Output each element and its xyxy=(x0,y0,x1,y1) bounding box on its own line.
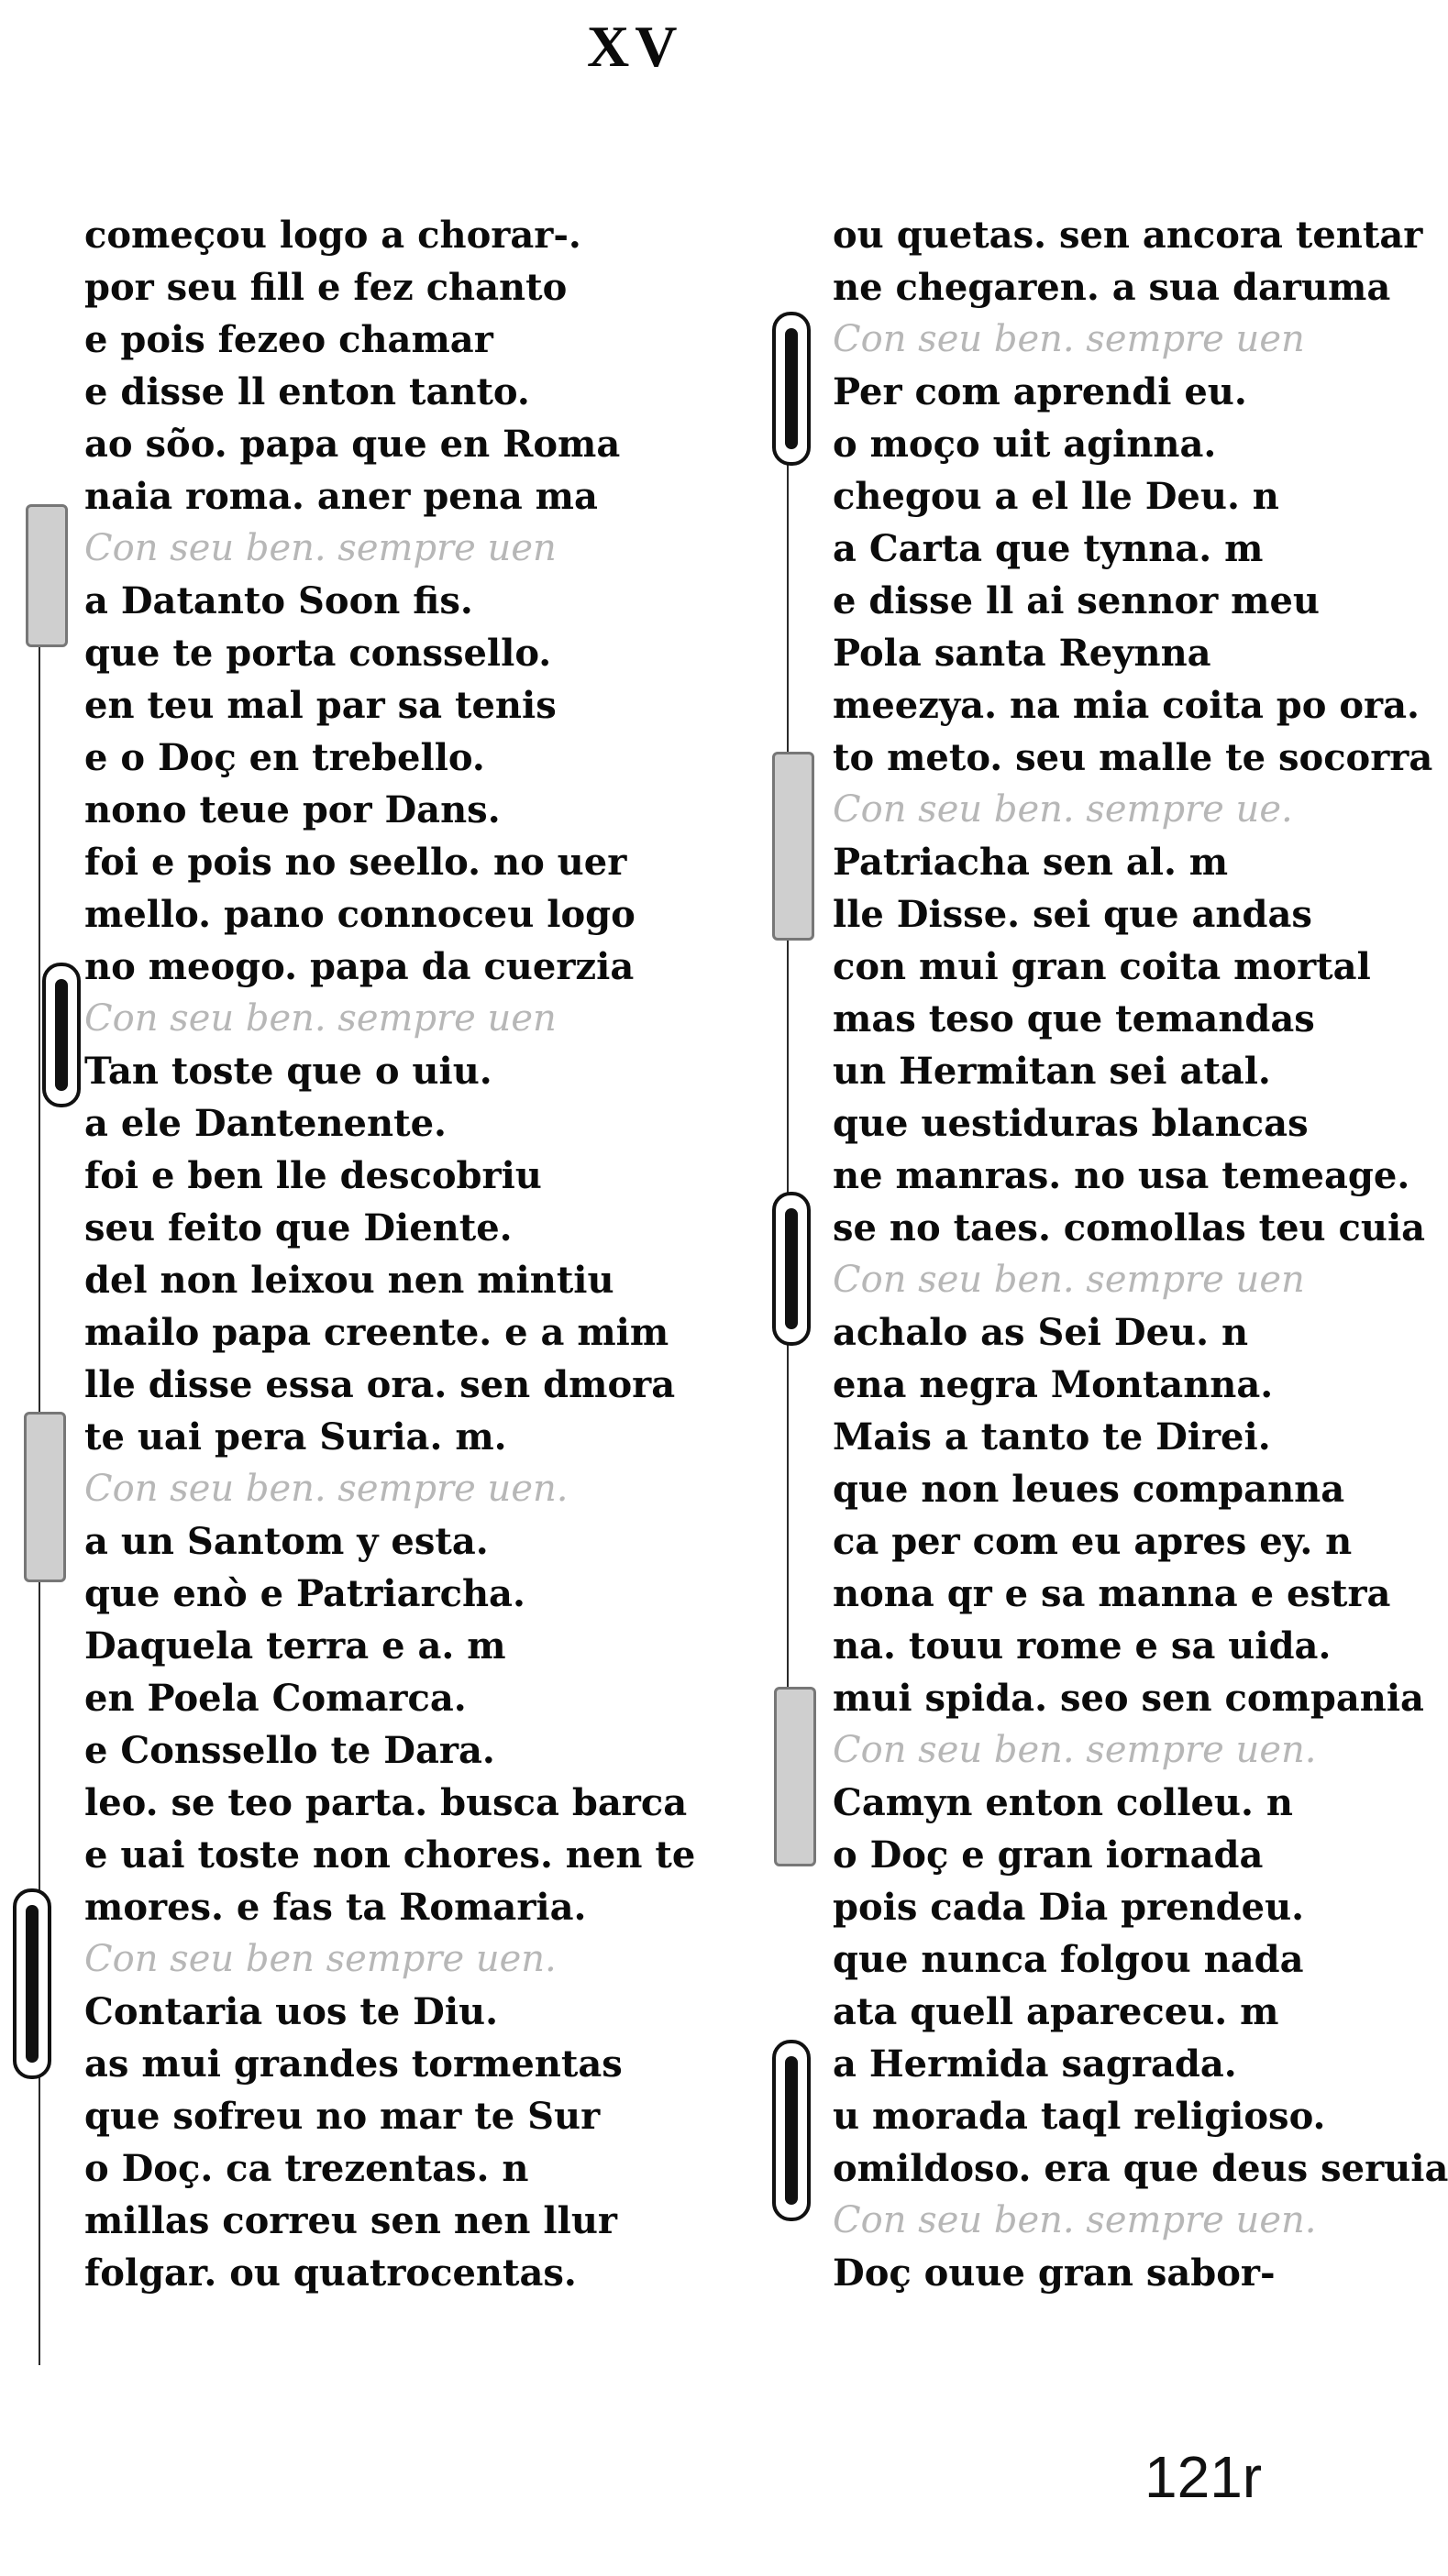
text-line: achalo as Sei Deu. n xyxy=(833,1311,1249,1354)
text-line: chegou a el lle Deu. n xyxy=(833,475,1279,518)
text-line: ena negra Montanna. xyxy=(833,1363,1274,1406)
text-line: o moço uit aginna. xyxy=(833,423,1217,466)
text-line: Pola santa Reynna xyxy=(833,632,1211,675)
right-text-column xyxy=(833,209,1448,2299)
text-line: en Poela Comarca. xyxy=(84,1677,467,1720)
text-line: a ele Dantenente. xyxy=(84,1102,447,1145)
text-line: que non leues companna xyxy=(833,1468,1345,1511)
text-line: mas teso que temandas xyxy=(833,997,1315,1040)
text-line: seu feito que Diente. xyxy=(84,1206,513,1249)
text-line: Con seu ben. sempre uen xyxy=(833,1259,1305,1301)
text-line: e pois fezeo chamar xyxy=(84,318,493,361)
text-line: no meogo. papa da cuerzia xyxy=(84,945,635,988)
text-line: mui spida. seo sen compania xyxy=(833,1677,1424,1720)
faded-initial xyxy=(772,752,814,941)
text-line: naia roma. aner pena ma xyxy=(84,475,598,518)
text-line: ca per com eu apres ey. n xyxy=(833,1520,1353,1563)
page-header: XV xyxy=(587,14,683,79)
text-line: na. touu rome e sa uida. xyxy=(833,1624,1332,1668)
text-line: mello. pano connoceu logo xyxy=(84,893,636,936)
text-line: pois cada Dia prendeu. xyxy=(833,1886,1305,1929)
faded-initial xyxy=(24,1412,66,1582)
text-line: Mais a tanto te Direi. xyxy=(833,1415,1271,1459)
text-line: e disse ll enton tanto. xyxy=(84,370,530,413)
decorated-initial xyxy=(13,1888,51,2079)
text-line: del non leixou nen mintiu xyxy=(84,1259,614,1302)
text-line: en teu mal par sa tenis xyxy=(84,684,557,727)
text-line: nona qr e sa manna e estra xyxy=(833,1572,1391,1615)
text-line: a Hermida sagrada. xyxy=(833,2042,1237,2086)
text-line: e disse ll ai sennor meu xyxy=(833,579,1320,622)
faded-initial xyxy=(26,504,68,647)
text-line: Daquela terra e a. m xyxy=(84,1624,506,1668)
text-line: o Doç. ca trezentas. n xyxy=(84,2147,529,2190)
text-line: Con seu ben sempre uen. xyxy=(84,1938,557,1980)
right-margin-rule xyxy=(787,330,789,1778)
text-line: a un Santom y esta. xyxy=(84,1520,489,1563)
text-line: por seu fill e fez chanto xyxy=(84,266,568,309)
decorated-initial xyxy=(42,963,81,1107)
text-line: ao sõo. papa que en Roma xyxy=(84,423,621,466)
text-line: que uestiduras blancas xyxy=(833,1102,1309,1145)
text-line: a Carta que tynna. m xyxy=(833,527,1264,570)
text-line: mores. e fas ta Romaria. xyxy=(84,1886,587,1929)
text-line: Doç ouue gran sabor- xyxy=(833,2251,1276,2295)
text-line: foi e ben lle descobriu xyxy=(84,1154,542,1197)
text-line: a Datanto Soon fis. xyxy=(84,579,473,622)
text-line: Con seu ben. sempre ue. xyxy=(833,788,1293,831)
text-line: ne manras. no usa temeage. xyxy=(833,1154,1410,1197)
text-line: Con seu ben. sempre uen. xyxy=(833,2199,1317,2241)
text-line: Con seu ben. sempre uen xyxy=(833,318,1305,360)
text-line: folgar. ou quatrocentas. xyxy=(84,2251,577,2295)
text-line: Contaria uos te Diu. xyxy=(84,1990,499,2033)
text-line: mailo papa creente. e a mim xyxy=(84,1311,669,1354)
text-line: Tan toste que o uiu. xyxy=(84,1050,492,1093)
text-line: leo. se teo parta. busca barca xyxy=(84,1781,688,1824)
text-line: e o Doç en trebello. xyxy=(84,736,485,779)
text-line: e uai toste non chores. nen te xyxy=(84,1833,696,1877)
text-line: que te porta conssello. xyxy=(84,632,552,675)
text-line: começou logo a chorar-. xyxy=(84,214,581,257)
text-line: e Conssello te Dara. xyxy=(84,1729,495,1772)
text-line: que enò e Patriarcha. xyxy=(84,1572,525,1615)
text-line: o Doç e gran iornada xyxy=(833,1833,1264,1877)
text-line: te uai pera Suria. m. xyxy=(84,1415,507,1459)
text-line: nono teue por Dans. xyxy=(84,788,501,831)
folio-number: 121r xyxy=(1144,2444,1263,2510)
text-line: ata quell apareceu. m xyxy=(833,1990,1279,2033)
text-line: ne chegaren. a sua daruma xyxy=(833,266,1391,309)
decorated-initial xyxy=(772,312,811,466)
text-line: u morada taql religioso. xyxy=(833,2095,1326,2138)
text-line: lle Disse. sei que andas xyxy=(833,893,1312,936)
decorated-initial xyxy=(772,1192,811,1346)
text-line: se no taes. comollas teu cuia xyxy=(833,1206,1426,1249)
left-text-column xyxy=(84,209,696,2299)
text-line: Con seu ben. sempre uen xyxy=(84,527,557,569)
text-line: con mui gran coita mortal xyxy=(833,945,1371,988)
text-line: to meto. seu malle te socorra xyxy=(833,736,1433,779)
text-line: ou quetas. sen ancora tentar xyxy=(833,214,1423,257)
text-line: Camyn enton colleu. n xyxy=(833,1781,1293,1824)
text-line: foi e pois no seello. no uer xyxy=(84,841,627,884)
text-line: Patriacha sen al. m xyxy=(833,841,1229,884)
text-line: millas correu sen nen llur xyxy=(84,2199,617,2242)
text-line: que nunca folgou nada xyxy=(833,1938,1304,1981)
text-line: lle disse essa ora. sen dmora xyxy=(84,1363,676,1406)
text-line: as mui grandes tormentas xyxy=(84,2042,623,2086)
text-line: Per com aprendi eu. xyxy=(833,370,1247,413)
text-line: que sofreu no mar te Sur xyxy=(84,2095,601,2138)
text-line: un Hermitan sei atal. xyxy=(833,1050,1271,1093)
text-line: meezya. na mia coita po ora. xyxy=(833,684,1420,727)
text-line: Con seu ben. sempre uen. xyxy=(833,1729,1317,1771)
text-line: Con seu ben. sempre uen. xyxy=(84,1468,569,1510)
text-line: Con seu ben. sempre uen xyxy=(84,997,557,1040)
decorated-initial xyxy=(772,2040,811,2221)
text-line: omildoso. era que deus seruia xyxy=(833,2147,1448,2190)
faded-initial xyxy=(774,1687,816,1866)
